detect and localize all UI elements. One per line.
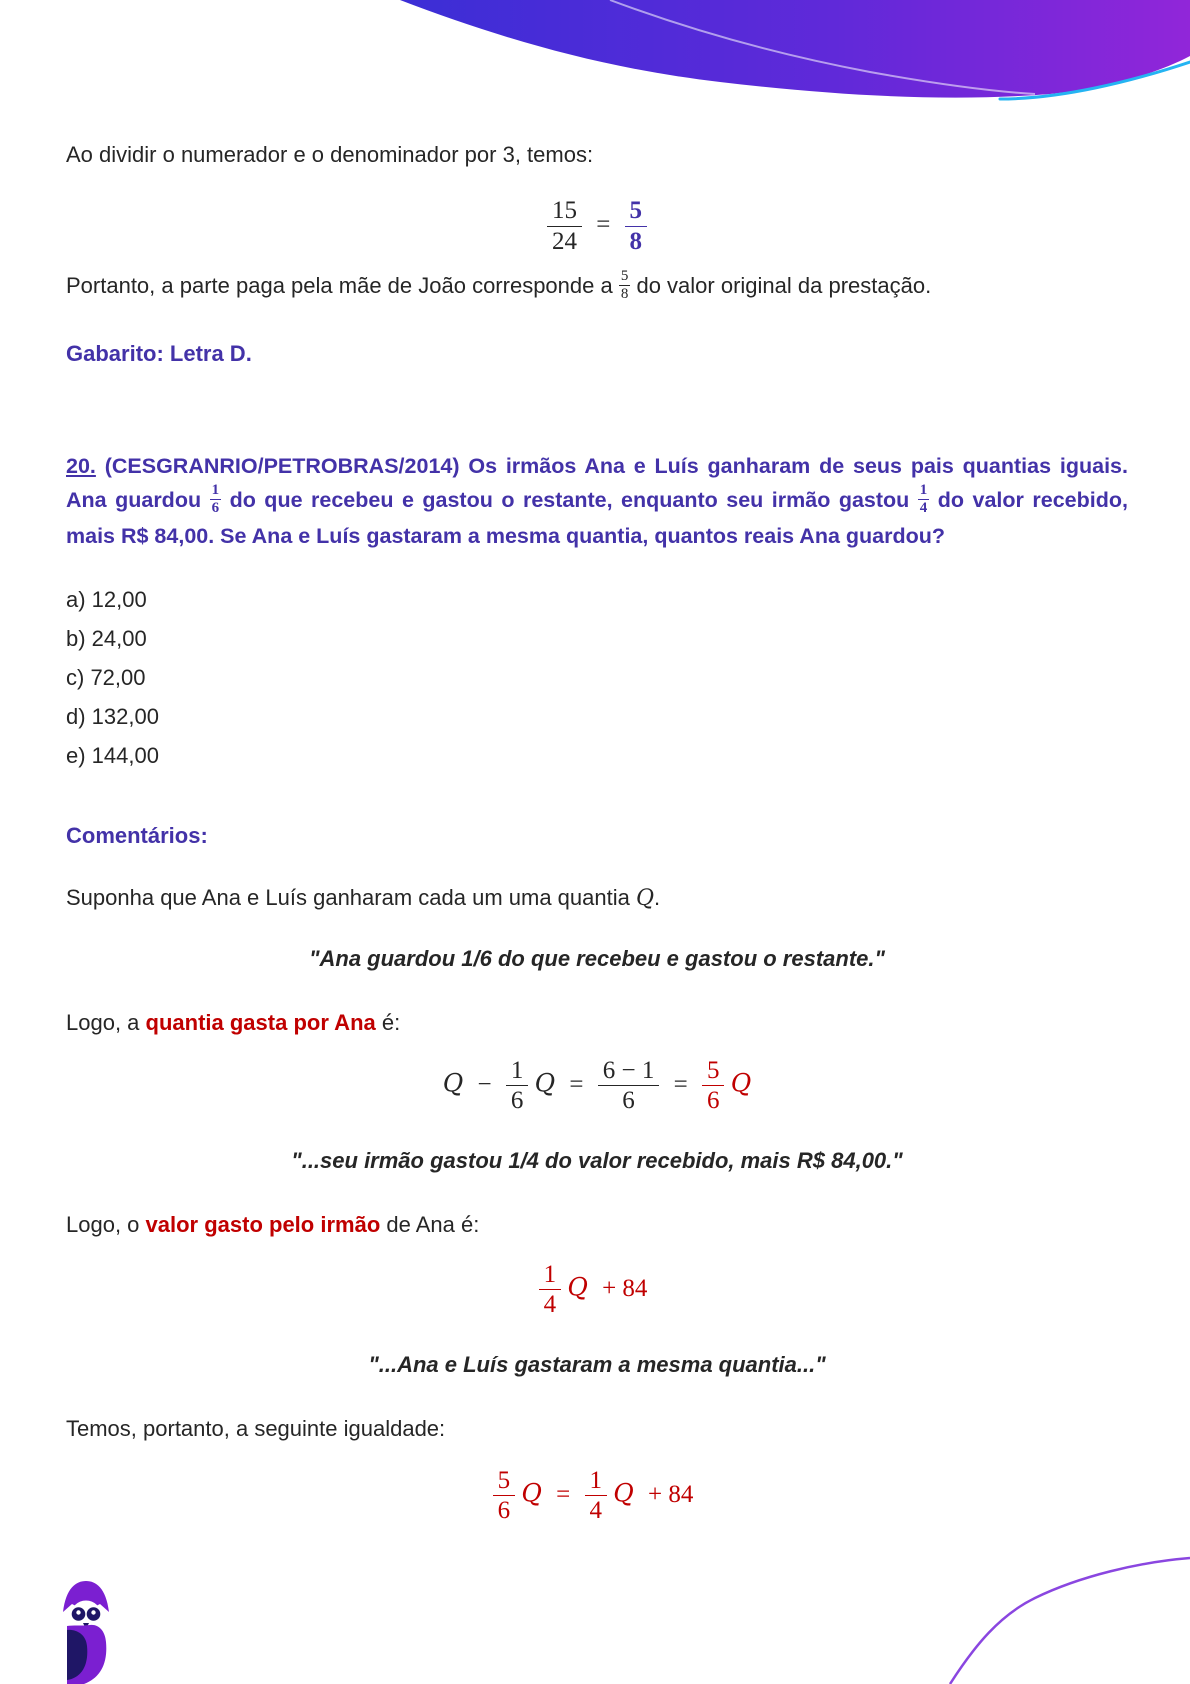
question-number: 20. bbox=[66, 453, 96, 478]
logo-irmao-line: Logo, o valor gasto pelo irmão de Ana é: bbox=[66, 1211, 480, 1237]
variable-Q: Q bbox=[635, 885, 655, 911]
fraction-6-minus-1-over-6: $\frac{6 - 1}{6}$ bbox=[598, 1056, 660, 1116]
fraction-15-24: $\frac{15}{24}$ bbox=[547, 196, 582, 256]
equals-sign: = bbox=[569, 1070, 584, 1098]
logo-ana-line: Logo, a quantia gasta por Ana é: bbox=[66, 1009, 401, 1035]
inline-fraction-5-8: $\frac{5}{8}$ bbox=[620, 268, 629, 302]
corner-arc-decoration bbox=[850, 1450, 1190, 1684]
equals-sign: = bbox=[673, 1070, 688, 1098]
equation-simplified-fraction bbox=[66, 196, 1128, 256]
quote-irmao-gastou: "...seu irmão gastou 1/4 do valor recebido, mais R$ 84,00." bbox=[291, 1147, 903, 1173]
equation-ana: Q − $\frac{1}{6}$ Q = $\frac{6 - 1}{6}$ = $\frac{5}{6}$ Q bbox=[442, 1056, 752, 1115]
equals-sign: = bbox=[596, 210, 611, 238]
option-a: a) 12,00 bbox=[66, 586, 147, 612]
equals-sign: = bbox=[556, 1480, 571, 1508]
quote-mesma-quantia: "...Ana e Luís gastaram a mesma quantia..." bbox=[368, 1351, 826, 1377]
suppose-line: Suponha que Ana e Luís ganharam cada um uma quantia Q. bbox=[66, 884, 661, 911]
question-source: (CESGRANRIO/PETROBRAS/2014) bbox=[104, 453, 460, 478]
plus-84: + 84 bbox=[648, 1480, 694, 1508]
answer-key: Gabarito: Letra D. bbox=[66, 340, 252, 366]
option-c: c) 72,00 bbox=[66, 664, 146, 690]
page-content bbox=[66, 140, 1128, 1526]
fraction-1-6: $\frac{1}{6}$ bbox=[506, 1056, 529, 1116]
fraction-5-6: $\frac{5}{6}$ bbox=[493, 1466, 516, 1526]
temos-line: Temos, portanto, a seguinte igualdade: bbox=[66, 1415, 446, 1441]
question-20-statement: 20. (CESGRANRIO/PETROBRAS/2014) Os irmãos Ana e Luís ganharam de seus pais quantias iguais. Ana guardou $\frac{1}{6}$ do que recebeu e gastou o restante, enquanto seu irmão gastou $\frac{1}{4}$ do valor recebido, mais R$ 84,00. Se Ana e Luís gastaram a mesma quantia, quantos reais Ana guardou? bbox=[66, 453, 1128, 549]
equation-igualdade: $\frac{5}{6}$ Q = $\frac{1}{4}$ Q + 84 bbox=[66, 1466, 1128, 1526]
fraction-1-4: $\frac{1}{4}$ bbox=[539, 1260, 562, 1320]
comments-heading: Comentários: bbox=[66, 822, 208, 848]
inline-fraction-1-6: $\frac{1}{6}$ bbox=[211, 482, 220, 517]
inline-fraction-1-4: $\frac{1}{4}$ bbox=[919, 482, 928, 517]
intro-lead: Ao dividir o numerador e o denominador por 3, temos: bbox=[66, 142, 594, 167]
owl-logo bbox=[62, 1580, 110, 1684]
fraction-5-8-result: $\frac{5}{8}$ bbox=[625, 196, 648, 256]
portanto-line: Portanto, a parte paga pela mãe de João corresponde a $\frac{5}{8}$ do valor original da prestação. bbox=[66, 268, 932, 302]
option-e: e) 144,00 bbox=[66, 742, 159, 768]
option-b: b) 24,00 bbox=[66, 625, 147, 651]
highlight-quantia-gasta: quantia gasta por Ana bbox=[145, 1009, 376, 1035]
quote-ana-guardou: "Ana guardou 1/6 do que recebeu e gastou o restante." bbox=[309, 945, 885, 971]
fraction-1-4: $\frac{1}{4}$ bbox=[585, 1466, 608, 1526]
intro-text bbox=[66, 140, 1128, 170]
header-wave-decoration bbox=[0, 0, 1190, 135]
option-d: d) 132,00 bbox=[66, 703, 159, 729]
highlight-valor-gasto: valor gasto pelo irmão bbox=[145, 1211, 381, 1237]
fraction-5-6-red: $\frac{5}{6}$ bbox=[702, 1056, 725, 1116]
minus-sign: − bbox=[477, 1070, 492, 1098]
answer-options bbox=[66, 580, 1128, 775]
equation-irmao: $\frac{1}{4}$ Q + 84 bbox=[66, 1260, 1128, 1320]
plus-84: + 84 bbox=[602, 1274, 648, 1302]
